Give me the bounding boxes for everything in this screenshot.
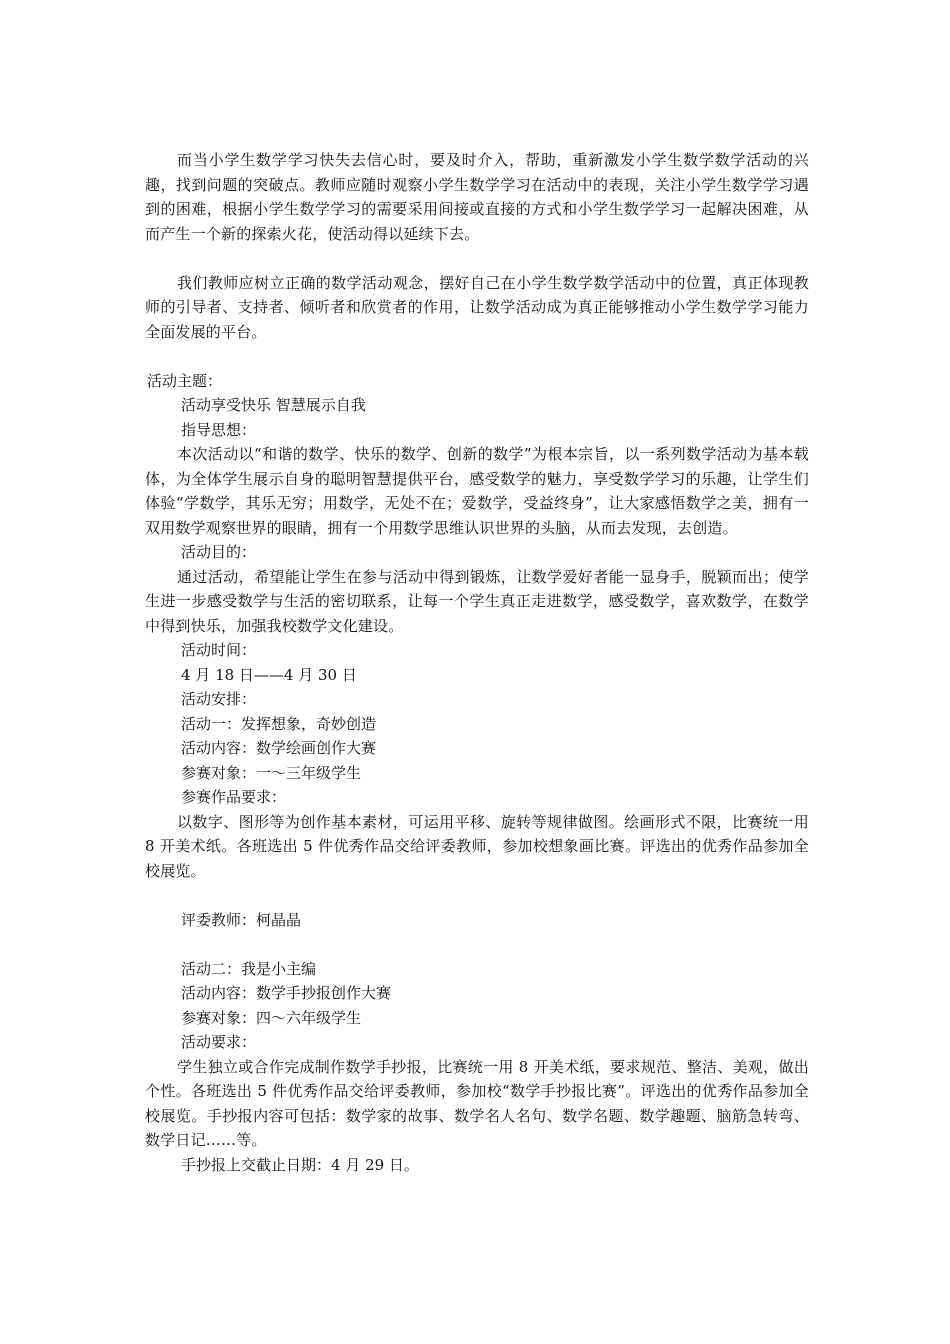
activity2-req-paragraph: 学生独立或合作完成制作数学手抄报，比赛统一用 8 开美术纸，要求规范、整洁、美观，做出个性。各班选出 5 件优秀作品交给评委教师，参加校“数学手抄报比赛”。评选出的优秀作品参加全校展览。手抄报内容可包括：数学家的故事、数学名人名句、数学名题、数学趣题、脑筋急转弯、数学日记……等。	[145, 1057, 809, 1149]
arrange-label: 活动安排：	[181, 690, 257, 708]
activity1-title: 活动一：发挥想象，奇妙创造	[181, 714, 377, 733]
purpose-label: 活动目的：	[181, 543, 257, 561]
purpose-paragraph: 通过活动，希望能让学生在参与活动中得到锻炼，让数学爱好者能一显身手，脱颖而出；使学生进一步感受数学与生活的密切联系，让每一个学生真正走进数学，感受数学，喜欢数学，在数学中得到快乐，加强我校数学文化建设。	[145, 567, 809, 635]
activity1-req-label: 参赛作品要求：	[181, 788, 287, 806]
intro-paragraph-1: 而当小学生数学学习快失去信心时，要及时介入，帮助，重新激发小学生数学数学活动的兴趣，找到问题的突破点。教师应随时观察小学生数学学习在活动中的表现，关注小学生数学学习遇到的困难，根据小学生数学学习的需要采用间接或直接的方式和小学生数学学习一起解决困难，从而产生一个新的探索火花，使活动得以延续下去。	[145, 151, 809, 243]
activity1-content: 活动内容：数学绘画创作大赛	[181, 739, 377, 757]
document-page	[145, 148, 809, 1177]
theme-label: 活动主题：	[147, 371, 223, 390]
activity2-content: 活动内容：数学手抄报创作大赛	[181, 984, 392, 1002]
activity2-req-label: 活动要求：	[181, 1033, 257, 1051]
activity1-target: 参赛对象：一～三年级学生	[181, 763, 362, 782]
guide-label: 指导思想：	[181, 420, 257, 439]
activity1-req-paragraph: 以数字、图形等为创作基本素材，可运用平移、旋转等规律做图。绘画形式不限，比赛统一用 8 开美术纸。各班选出 5 件优秀作品交给评委教师，参加校想象画比赛。评选出的优秀作品参加全校展览。	[145, 812, 809, 880]
intro-paragraph-2: 我们教师应树立正确的数学活动观念，摆好自己在小学生数学数学活动中的位置，真正体现教师的引导者、支持者、倾听者和欣赏者的作用，让数学活动成为真正能够推动小学生数学学习能力全面发展的平台。	[145, 273, 809, 341]
theme-text: 活动享受快乐 智慧展示自我	[181, 396, 366, 414]
time-value: 4 月 18 日——4 月 30 日	[181, 665, 357, 684]
activity2-deadline: 手抄报上交截止日期：4 月 29 日。	[181, 1155, 419, 1174]
activity2-target: 参赛对象：四～六年级学生	[181, 1008, 362, 1027]
guide-paragraph: 本次活动以“和谐的数学、快乐的数学、创新的数学”为根本宗旨，以一系列数学活动为基本载体，为全体学生展示自身的聪明智慧提供平台，感受数学的魅力，享受数学学习的乐趣，让学生们体验“学数学，其乐无穷；用数学，无处不在；爱数学，受益终身”，让大家感悟数学之美，拥有一双用数学观察世界的眼睛，拥有一个用数学思维认识世界的头脑，从而去发现，去创造。	[145, 445, 809, 537]
activity2-title: 活动二：我是小主编	[181, 959, 317, 978]
time-label: 活动时间：	[181, 641, 257, 659]
activity1-judge: 评委教师：柯晶晶	[181, 910, 302, 929]
